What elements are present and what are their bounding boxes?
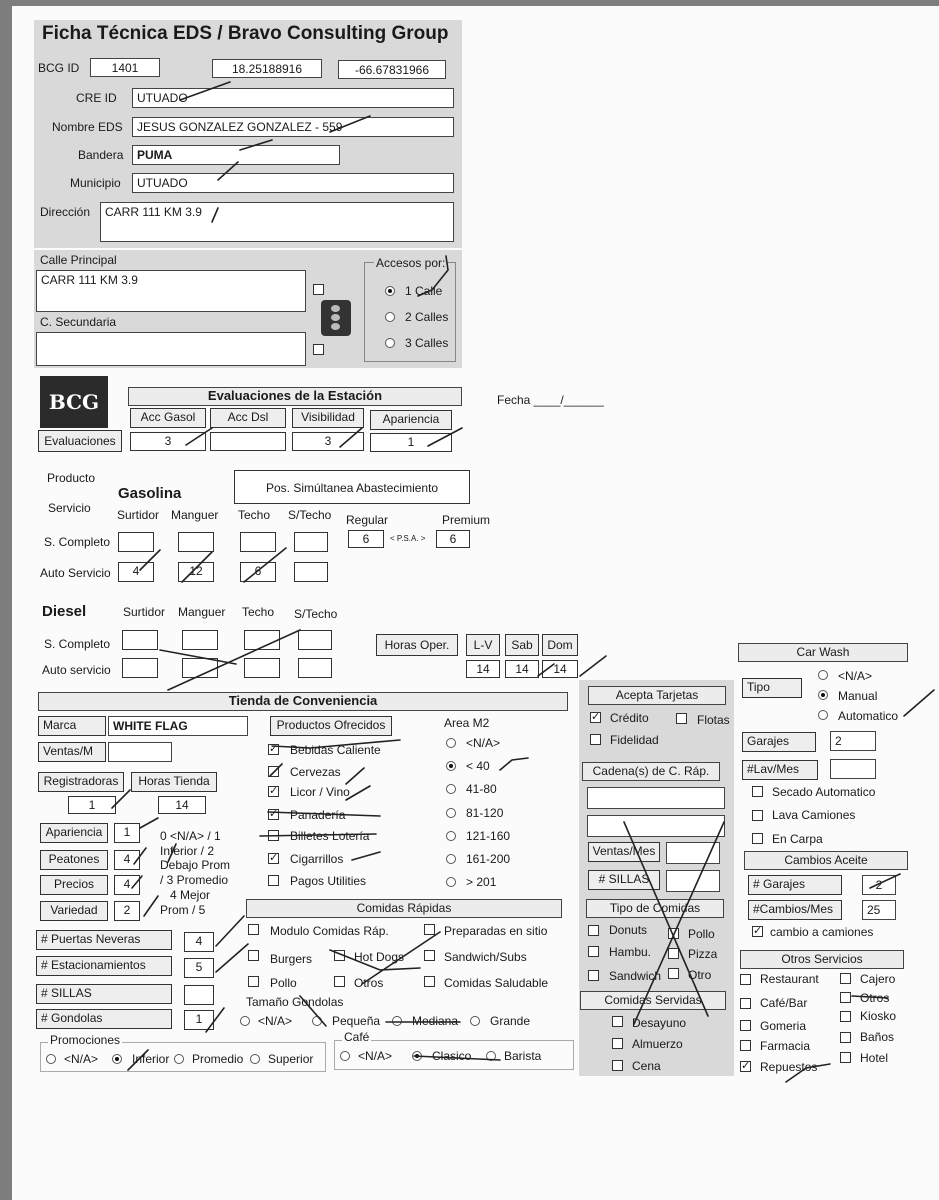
evaluaciones-title: Evaluaciones de la Estación xyxy=(128,387,462,406)
estacionamientos-label: # Estacionamientos xyxy=(36,956,172,976)
os-hotel-checkbox[interactable] xyxy=(840,1052,851,1063)
area-80-radio[interactable] xyxy=(446,784,456,794)
secado-label: Secado Automatico xyxy=(772,785,876,799)
apariencia-label: Apariencia xyxy=(40,823,108,843)
gas-sc-techo[interactable] xyxy=(240,532,276,552)
dsl-techo-label: Techo xyxy=(242,605,275,619)
acc-dsl-header: Acc Dsl xyxy=(210,408,286,428)
os-cajero-label: Cajero xyxy=(860,972,896,986)
comidas-servidas-header: Comidas Servidas xyxy=(580,991,726,1010)
tc-sandwich-checkbox[interactable] xyxy=(588,970,599,981)
dsl-stecho-label: S/Techo xyxy=(294,607,338,621)
tamano-grande-radio[interactable] xyxy=(470,1016,480,1026)
horas-lv-header: L-V xyxy=(466,634,500,656)
horas-tienda-label: Horas Tienda xyxy=(131,772,217,792)
cafe-label: Café xyxy=(344,1030,370,1044)
os-farmacia-checkbox[interactable] xyxy=(740,1040,751,1051)
tamano-mediana-radio[interactable] xyxy=(392,1016,402,1026)
cafe-na-label: <N/A> xyxy=(358,1049,393,1063)
os-cajero-checkbox[interactable] xyxy=(840,973,851,984)
tc-hambu-label: Hambu. xyxy=(609,945,652,959)
tc-pizza-label: Pizza xyxy=(688,947,718,961)
cafe-barista-radio[interactable] xyxy=(486,1051,496,1061)
tc-donuts-checkbox[interactable] xyxy=(588,925,599,936)
bandera-field[interactable]: PUMA xyxy=(132,145,340,165)
cr-sandwich-checkbox[interactable] xyxy=(424,950,435,961)
otros-servicios-header: Otros Servicios xyxy=(740,950,904,969)
puertas-label: # Puertas Neveras xyxy=(36,930,172,950)
cs-desayuno-checkbox[interactable] xyxy=(612,1016,623,1027)
dsl-s-completo-label: S. Completo xyxy=(44,637,111,651)
prod-cigarrillos-label: Cigarrillos xyxy=(290,852,344,866)
cr-sandwich-label: Sandwich/Subs xyxy=(444,950,527,964)
prod-licor-checkbox[interactable]: ✓ xyxy=(269,785,279,797)
psa-label: < P.S.A. > xyxy=(390,534,426,543)
acc-gasol-header: Acc Gasol xyxy=(130,408,206,428)
promociones-label: Promociones xyxy=(50,1033,121,1047)
ca-cambios-value[interactable]: 25 xyxy=(862,900,896,920)
prod-bebidas-checkbox[interactable]: ✓ xyxy=(269,743,279,755)
longitude-field[interactable]: -66.67831966 xyxy=(338,60,446,79)
tc-pollo-checkbox[interactable] xyxy=(668,928,679,939)
credito-checkbox[interactable]: ✓ xyxy=(591,711,601,723)
ca-cambios-label: #Cambios/Mes xyxy=(748,900,842,920)
cre-id-field[interactable]: UTUADO xyxy=(132,88,454,108)
os-banos-checkbox[interactable] xyxy=(840,1032,851,1043)
gasolina-heading: Gasolina xyxy=(118,485,182,502)
visibilidad-value[interactable]: 3 xyxy=(292,432,364,451)
dsl-as-stecho[interactable] xyxy=(298,658,332,678)
premium-label: Premium xyxy=(442,513,491,527)
cw-garajes-label: Garajes xyxy=(742,732,816,752)
en-carpa-checkbox[interactable] xyxy=(752,833,763,844)
os-gomeria-checkbox[interactable] xyxy=(740,1020,751,1031)
precios-label: Precios xyxy=(40,875,108,895)
gas-sc-surtidor[interactable] xyxy=(118,532,154,552)
prod-panaderia-checkbox[interactable]: ✓ xyxy=(269,808,279,820)
ventas-label: Ventas/M xyxy=(38,742,106,762)
prod-panaderia-label: Panadería xyxy=(290,808,346,822)
os-restaurant-label: Restaurant xyxy=(760,972,819,986)
os-otros-checkbox[interactable] xyxy=(840,992,851,1003)
dsl-as-techo[interactable] xyxy=(244,658,280,678)
credito-label: Crédito xyxy=(610,711,649,725)
horas-dom-header: Dom xyxy=(542,634,578,656)
cw-na-radio[interactable] xyxy=(818,670,828,680)
cr-preparadas-checkbox[interactable] xyxy=(424,924,435,935)
variedad-rating[interactable]: 2 xyxy=(114,901,140,921)
prod-loteria-label: Billetes Lotería xyxy=(290,829,370,843)
tamano-na-label: <N/A> xyxy=(258,1014,293,1028)
cr-preparadas-label: Preparadas en sitio xyxy=(444,924,548,938)
fidelidad-label: Fidelidad xyxy=(610,733,659,747)
servicio-label: Servicio xyxy=(48,501,91,515)
cs-desayuno-label: Desayuno xyxy=(632,1016,687,1030)
gas-auto-servicio-label: Auto Servicio xyxy=(40,566,111,580)
promo-promedio-label: Promedio xyxy=(192,1052,244,1066)
regular-label: Regular xyxy=(346,513,389,527)
tarjetas-header: Acepta Tarjetas xyxy=(588,686,726,705)
cr-hotdogs-label: Hot Dogs xyxy=(354,950,405,964)
accesos-2-radio[interactable] xyxy=(385,312,395,322)
prod-bebidas-label: Bebidas Caliente xyxy=(290,743,381,757)
accesos-label: Accesos por: xyxy=(376,256,446,270)
horas-sab-header: Sab xyxy=(505,634,539,656)
gondolas-value[interactable]: 1 xyxy=(184,1010,214,1030)
os-cafebar-label: Café/Bar xyxy=(760,996,808,1010)
diesel-heading: Diesel xyxy=(42,603,87,620)
marca-label: Marca xyxy=(38,716,106,736)
promo-promedio-radio[interactable] xyxy=(174,1054,184,1064)
bandera-label: Bandera xyxy=(78,148,124,162)
registradoras-label: Registradoras xyxy=(38,772,124,792)
gas-stecho-label: S/Techo xyxy=(288,508,332,522)
cr-otros-checkbox[interactable] xyxy=(334,976,345,987)
scale-3: Debajo Prom xyxy=(160,858,231,872)
cafe-clasico-label: Clasico xyxy=(432,1049,472,1063)
gas-techo-label: Techo xyxy=(238,508,271,522)
cadena-field-2[interactable] xyxy=(587,815,725,837)
marca-value[interactable]: WHITE FLAG xyxy=(108,716,248,736)
horas-oper-button[interactable]: Horas Oper. xyxy=(376,634,458,656)
bcg-logo: BCG xyxy=(40,376,108,428)
tamano-label: Tamaño Gondolas xyxy=(246,995,344,1009)
accesos-3-radio[interactable] xyxy=(385,338,395,348)
fidelidad-checkbox[interactable] xyxy=(590,734,601,745)
ca-garajes-label: # Garajes xyxy=(748,875,842,895)
horas-sab-value[interactable]: 14 xyxy=(505,660,539,678)
tc-otro-checkbox[interactable] xyxy=(668,968,679,979)
cw-lav-mes-label: #Lav/Mes xyxy=(742,760,818,780)
tamano-na-radio[interactable] xyxy=(240,1016,250,1026)
gas-as-stecho[interactable] xyxy=(294,562,328,582)
car-wash-header: Car Wash xyxy=(738,643,908,662)
ventas-value[interactable] xyxy=(108,742,172,762)
gas-s-completo-label: S. Completo xyxy=(44,535,111,549)
dsl-surtidor-label: Surtidor xyxy=(123,605,166,619)
cr-hotdogs-checkbox[interactable] xyxy=(334,950,345,961)
cadena-field-1[interactable] xyxy=(587,787,725,809)
tamano-mediana-label: Mediana xyxy=(412,1014,459,1028)
cambios-aceite-header: Cambios Aceite xyxy=(744,851,908,870)
os-repuestos-label: Repuestos xyxy=(760,1060,818,1074)
cw-na-label: <N/A> xyxy=(838,669,873,683)
cw-automatico-label: Automatico xyxy=(838,709,899,723)
cw-tipo-label: Tipo xyxy=(742,678,802,698)
puertas-value[interactable]: 4 xyxy=(184,932,214,952)
gas-surtidor-label: Surtidor xyxy=(117,508,160,522)
estacionamientos-value[interactable]: 5 xyxy=(184,958,214,978)
municipio-field[interactable]: UTUADO xyxy=(132,173,454,193)
tc-donuts-label: Donuts xyxy=(609,923,648,937)
bcg-id-field[interactable]: 1401 xyxy=(90,58,160,77)
sillas-cr-value[interactable] xyxy=(666,870,720,892)
dsl-sc-manguer[interactable] xyxy=(182,630,218,650)
promo-inferior-radio[interactable] xyxy=(112,1054,122,1064)
ventas-mes-value[interactable] xyxy=(666,842,720,864)
area-160-radio[interactable] xyxy=(446,831,456,841)
cr-modulo-label: Modulo Comidas Ráp. xyxy=(270,924,389,938)
scale-5: 4 Mejor xyxy=(170,888,211,902)
cafe-barista-label: Barista xyxy=(504,1049,542,1063)
cr-saludable-checkbox[interactable] xyxy=(424,976,435,987)
cr-saludable-label: Comidas Saludable xyxy=(444,976,549,990)
latitude-field[interactable]: 18.25188916 xyxy=(212,59,322,78)
peatones-rating[interactable]: 4 xyxy=(114,850,140,870)
tc-otro-label: Otro xyxy=(688,968,712,982)
en-carpa-label: En Carpa xyxy=(772,832,823,846)
area-na-radio[interactable] xyxy=(446,738,456,748)
calle-principal-label: Calle Principal xyxy=(40,253,117,267)
os-kiosko-label: Kiosko xyxy=(860,1009,897,1023)
cambio-camiones-checkbox[interactable]: ✓ xyxy=(753,925,763,937)
producto-label: Producto xyxy=(47,471,96,485)
gas-sc-stecho[interactable] xyxy=(294,532,328,552)
tc-pizza-checkbox[interactable] xyxy=(668,948,679,959)
cs-almuerzo-label: Almuerzo xyxy=(632,1037,683,1051)
scale-2: Inferior / 2 xyxy=(160,844,215,858)
prod-utilities-label: Pagos Utilities xyxy=(290,874,367,888)
nombre-field[interactable]: JESUS GONZALEZ GONZALEZ - 559 xyxy=(132,117,454,137)
os-otros-label: Otros xyxy=(860,991,890,1005)
tipo-comidas-header: Tipo de Comidas xyxy=(586,899,724,918)
prod-cervezas-label: Cervezas xyxy=(290,765,341,779)
cafe-na-radio[interactable] xyxy=(340,1051,350,1061)
direccion-label: Dirección xyxy=(40,205,91,219)
area-200-radio[interactable] xyxy=(446,854,456,864)
precios-rating[interactable]: 4 xyxy=(114,875,140,895)
horas-tienda-value[interactable]: 14 xyxy=(158,796,206,814)
prod-cervezas-checkbox[interactable] xyxy=(268,766,279,777)
sillas-tienda-label: # SILLAS xyxy=(36,984,172,1004)
os-restaurant-checkbox[interactable] xyxy=(740,974,751,985)
accesos-2-label: 2 Calles xyxy=(405,310,449,324)
area-120-radio[interactable] xyxy=(446,808,456,818)
accesos-1-radio[interactable] xyxy=(385,286,395,296)
area-201-radio[interactable] xyxy=(446,877,456,887)
cw-manual-label: Manual xyxy=(838,689,878,703)
os-gomeria-label: Gomeria xyxy=(760,1019,807,1033)
dsl-sc-surtidor[interactable] xyxy=(122,630,158,650)
horas-dom-value[interactable]: 14 xyxy=(542,660,578,678)
accesos-1-label: 1 Calle xyxy=(405,284,443,298)
cadena-header: Cadena(s) de C. Ráp. xyxy=(582,762,720,781)
calle-secundaria-field[interactable] xyxy=(36,332,306,366)
scale-6: Prom / 5 xyxy=(160,903,206,917)
calle-principal-checkbox[interactable] xyxy=(313,284,324,295)
promo-na-label: <N/A> xyxy=(64,1052,99,1066)
calle-secundaria-checkbox[interactable] xyxy=(313,344,324,355)
comidas-rapidas-header: Comidas Rápidas xyxy=(246,899,562,918)
area-40-label: < 40 xyxy=(466,759,490,773)
cre-id-label: CRE ID xyxy=(76,91,117,105)
apariencia-value[interactable]: 1 xyxy=(370,433,452,452)
acc-gasol-value[interactable]: 3 xyxy=(130,432,206,451)
productos-header: Productos Ofrecidos xyxy=(270,716,392,736)
prod-loteria-checkbox[interactable] xyxy=(268,830,279,841)
dsl-as-manguer[interactable] xyxy=(182,658,218,678)
form-title: Ficha Técnica EDS / Bravo Consulting Group xyxy=(42,23,449,44)
cw-manual-radio[interactable] xyxy=(818,690,828,700)
area-na-label: <N/A> xyxy=(466,736,501,750)
tc-hambu-checkbox[interactable] xyxy=(588,946,599,957)
scale-1: 0 <N/A> / 1 xyxy=(160,829,221,843)
evaluaciones-button[interactable]: Evaluaciones xyxy=(38,430,122,452)
os-kiosko-checkbox[interactable] xyxy=(840,1011,851,1022)
promo-inferior-label: Inferior xyxy=(132,1052,170,1066)
ca-garajes-value[interactable]: 2 xyxy=(862,875,896,895)
secado-checkbox[interactable] xyxy=(752,786,763,797)
area-201-label: > 201 xyxy=(466,875,497,889)
gondolas-label: # Gondolas xyxy=(36,1009,172,1029)
dsl-manguer-label: Manguer xyxy=(178,605,226,619)
os-banos-label: Baños xyxy=(860,1030,895,1044)
cr-otros-label: Otros xyxy=(354,976,384,990)
tienda-header: Tienda de Conveniencia xyxy=(38,692,568,711)
flotas-label: Flotas xyxy=(697,713,730,727)
gas-as-techo[interactable]: 6 xyxy=(240,562,276,582)
cr-pollo-label: Pollo xyxy=(270,976,297,990)
area-80-label: 41-80 xyxy=(466,782,497,796)
sillas-cr-label: # SILLAS xyxy=(588,870,660,890)
prod-utilities-checkbox[interactable] xyxy=(268,875,279,886)
os-repuestos-checkbox[interactable]: ✓ xyxy=(741,1060,751,1072)
registradoras-value[interactable]: 1 xyxy=(68,796,116,814)
cs-almuerzo-checkbox[interactable] xyxy=(612,1038,623,1049)
cs-cena-checkbox[interactable] xyxy=(612,1060,623,1071)
accesos-3-label: 3 Calles xyxy=(405,336,449,350)
area-40-radio[interactable] xyxy=(446,761,456,771)
tc-sandwich-label: Sandwich xyxy=(609,969,662,983)
area-120-label: 81-120 xyxy=(466,806,504,820)
promo-na-radio[interactable] xyxy=(46,1054,56,1064)
gas-as-manguer[interactable]: 12 xyxy=(178,562,214,582)
tamano-pequena-radio[interactable] xyxy=(312,1016,322,1026)
dsl-auto-servicio-label: Auto servicio xyxy=(42,663,111,677)
promo-superior-radio[interactable] xyxy=(250,1054,260,1064)
dsl-sc-stecho[interactable] xyxy=(298,630,332,650)
variedad-label: Variedad xyxy=(40,901,108,921)
direccion-field[interactable]: CARR 111 KM 3.9 xyxy=(100,202,454,242)
tamano-grande-label: Grande xyxy=(490,1014,531,1028)
area-160-label: 121-160 xyxy=(466,829,511,843)
sillas-tienda-value[interactable] xyxy=(184,985,214,1005)
ventas-mes-label: Ventas/Mes xyxy=(588,842,660,862)
prod-cigarrillos-checkbox[interactable]: ✓ xyxy=(269,852,279,864)
tamano-pequena-label: Pequeña xyxy=(332,1014,381,1028)
dsl-sc-techo[interactable] xyxy=(244,630,280,650)
area-label: Area M2 xyxy=(444,716,490,730)
lava-camiones-checkbox[interactable] xyxy=(752,810,763,821)
apariencia-rating[interactable]: 1 xyxy=(114,823,140,843)
horas-lv-value[interactable]: 14 xyxy=(466,660,500,678)
cafe-clasico-radio[interactable] xyxy=(412,1051,422,1061)
pos-sim-label: Pos. Simúltanea Abastecimiento xyxy=(266,481,439,495)
os-farmacia-label: Farmacia xyxy=(760,1039,811,1053)
os-hotel-label: Hotel xyxy=(860,1051,889,1065)
scale-4: / 3 Promedio xyxy=(160,873,229,887)
cs-cena-label: Cena xyxy=(632,1059,661,1073)
dsl-as-surtidor[interactable] xyxy=(122,658,158,678)
gas-as-surtidor[interactable]: 4 xyxy=(118,562,154,582)
lava-camiones-label: Lava Camiones xyxy=(772,808,856,822)
apariencia-header: Apariencia xyxy=(370,410,452,430)
tc-pollo-label: Pollo xyxy=(688,927,715,941)
acc-dsl-value[interactable] xyxy=(210,432,286,451)
gas-manguer-label: Manguer xyxy=(171,508,219,522)
area-200-label: 161-200 xyxy=(466,852,511,866)
peatones-label: Peatones xyxy=(40,850,108,870)
gas-sc-manguer[interactable] xyxy=(178,532,214,552)
calle-secundaria-label: C. Secundaria xyxy=(40,315,117,329)
flotas-checkbox[interactable] xyxy=(676,713,687,724)
bcg-id-label: BCG ID xyxy=(38,61,80,75)
cr-burgers-checkbox[interactable] xyxy=(248,950,259,961)
cambio-camiones-label: cambio a camiones xyxy=(770,925,874,939)
fecha-label: Fecha ____/______ xyxy=(497,393,604,407)
cr-modulo-checkbox[interactable] xyxy=(248,924,259,935)
visibilidad-header: Visibilidad xyxy=(292,408,364,428)
prod-licor-label: Licor / Vino xyxy=(290,785,350,799)
cw-lav-mes-value[interactable] xyxy=(830,759,876,779)
cw-automatico-radio[interactable] xyxy=(818,710,828,720)
regular-value[interactable]: 6 xyxy=(348,530,384,548)
nombre-label: Nombre EDS xyxy=(52,120,123,134)
promo-superior-label: Superior xyxy=(268,1052,314,1066)
cr-pollo-checkbox[interactable] xyxy=(248,976,259,987)
os-cafebar-checkbox[interactable] xyxy=(740,998,751,1009)
calle-principal-field[interactable]: CARR 111 KM 3.9 xyxy=(36,270,306,312)
municipio-label: Municipio xyxy=(70,176,121,190)
premium-value[interactable]: 6 xyxy=(436,530,470,548)
cw-garajes-value[interactable]: 2 xyxy=(830,731,876,751)
traffic-light-icon xyxy=(321,300,351,336)
cr-burgers-label: Burgers xyxy=(270,952,313,966)
